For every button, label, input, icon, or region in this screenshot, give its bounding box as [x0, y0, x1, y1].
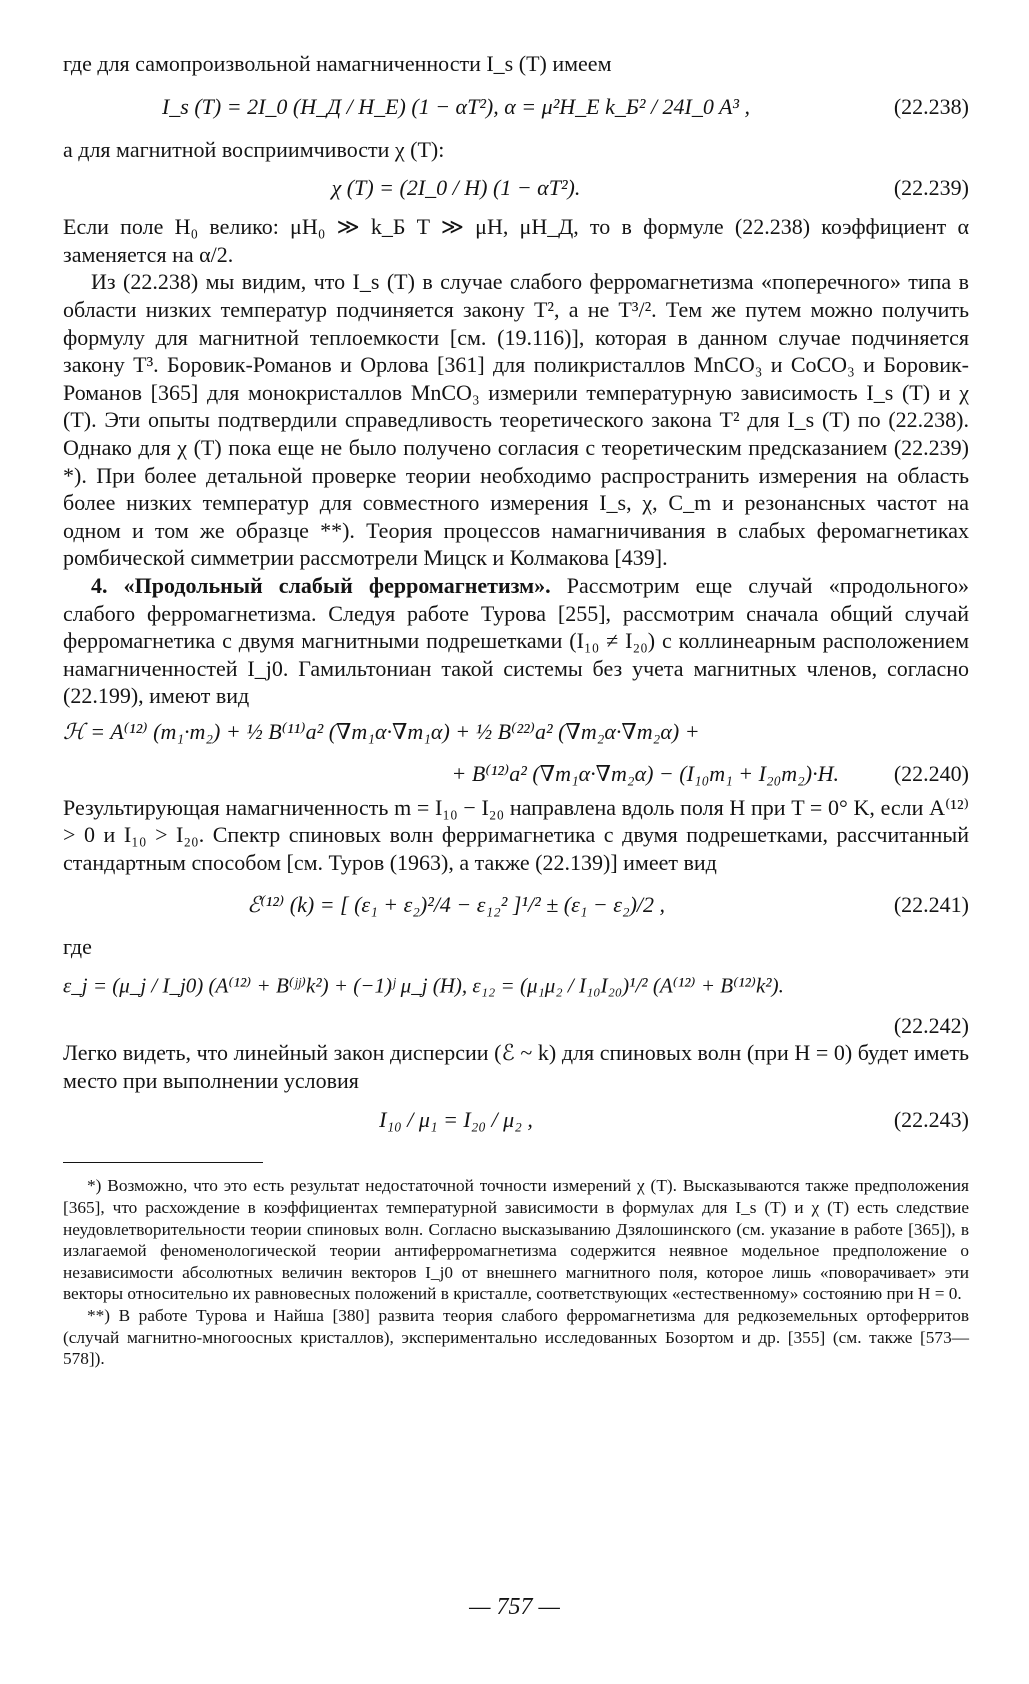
footnote-1: *) Возможно, что это есть результат недостаточной точности измерений χ (T). Высказываются также предположения [365], что расхождение в коэффициентах температурной зависимости в формулах для I_s (T) и χ (T) есть следствие неудовлетворительности теории спиновых волн. Согласно высказыванию Дзялошинского (см. указание в работе [365]), в излагаемой феноменологической теории антиферромагнетизма содержится неявное модельное предположение о независимости абсолютных величин векторов I_j0 от внешнего магнитного поля, которое лишь «поворачивает» эти векторы относительно их равновесных положений в кристалле, соответствующих «естественному» состоянию при H = 0.	[63, 1176, 969, 1304]
equation-body: ℋ = A⁽¹²⁾ (m₁·m₂) + ½ B⁽¹¹⁾a² (∇m₁α·∇m₁α) + ½ B⁽²²⁾a² (∇m₂α·∇m₂α) +	[63, 718, 700, 744]
equation-22-240-line2	[63, 754, 969, 794]
page-number: — 757 —	[469, 1594, 560, 1620]
equation-body: ℰ⁽¹²⁾ (k) = [ (ε₁ + ε₂)²/4 − ε₁₂² ]¹/² ± (ε₁ − ε₂)/2 ,	[246, 891, 666, 917]
paragraph-longitudinal	[63, 572, 969, 710]
paragraph-where: где	[63, 933, 92, 959]
footnote-2: **) В работе Турова и Найша [380] развита теория слабого ферромагнетизма для редкоземельных ортоферритов (случай магнитно-многоосных кристаллов), экспериментально исследованных Бозортом и др. [355] (см. также [573—578]).	[63, 1306, 969, 1369]
equation-number: (22.243)	[893, 1107, 969, 1133]
equation-body: I₁₀ / μ₁ = I₂₀ / μ₂ ,	[379, 1107, 533, 1133]
equation-number: (22.239)	[893, 175, 969, 201]
equation-number: (22.241)	[893, 891, 969, 917]
equation-22-238	[63, 78, 969, 136]
paragraph-susceptibility: а для магнитной восприимчивости χ (T):	[63, 136, 445, 162]
equation-22-242	[63, 960, 969, 1012]
paragraph-intro: где для самопроизвольной намагниченности I_s (T) имеем	[63, 51, 612, 76]
equation-number: (22.242)	[893, 1013, 969, 1039]
page-body	[63, 50, 969, 1370]
paragraph-linear-dispersion: Легко видеть, что линейный закон дисперсии (ℰ ~ k) для спиновых волн (при H = 0) будет иметь место при выполнении условия	[63, 1040, 969, 1093]
section-heading: 4. «Продольный слабый ферромагнетизм».	[91, 572, 551, 598]
equation-body: + B⁽¹²⁾a² (∇m₁α·∇m₂α) − (I₁₀m₁ + I₂₀m₂)·H.	[451, 760, 839, 786]
equation-number: (22.238)	[893, 93, 969, 119]
equation-body: χ (T) = (2I_0 / H) (1 − αT²).	[331, 175, 581, 201]
paragraph-large-field: Если поле H₀ велико: μH₀ ≫ k_Б T ≫ μH, μH_Д, то в формуле (22.238) коэффициент α заменяется на α/2.	[63, 214, 969, 267]
equation-body: ε_j = (μ_j / I_j0) (A⁽¹²⁾ + B⁽ʲʲ⁾k²) + (−1)ʲ μ_j (H), ε₁₂ = (μ₁μ₂ / I₁₀I₂₀)¹/² (A⁽¹²⁾ + B⁽¹²⁾k²).	[63, 973, 784, 998]
equation-22-239	[63, 163, 969, 213]
equation-22-241	[63, 877, 969, 933]
equation-number: (22.240)	[893, 760, 969, 786]
equation-22-240-line1	[63, 710, 969, 754]
equation-22-243	[63, 1094, 969, 1146]
paragraph-resulting-magnetization: Результирующая намагниченность m = I₁₀ − I₂₀ направлена вдоль поля H при T = 0° K, если A⁽¹²⁾ > 0 и I₁₀ > I₂₀. Спектр спиновых волн ферримагнетика с двумя подрешетками, рассчитанный стандартным способом [см. Туров (1963), а также (22.139)] имеет вид	[63, 794, 969, 876]
footnote-divider	[63, 1162, 263, 1163]
equation-body: I_s (T) = 2I_0 (H_Д / H_E) (1 − αT²), α = μ²H_E k_Б² / 24I_0 A³ ,	[161, 93, 751, 119]
paragraph-longitudinal-text: Рассмотрим еще случай «продольного» слабого ферромагнетизма. Следуя работе Турова [255], рассмотрим сначала общий случай ферромагнетика с двумя магнитными подрешетками (I₁₀ ≠ I₂₀) с коллинеарным расположением намагниченностей I_j0. Гамильтониан такой системы без учета магнитных членов, согласно (22.199), имеют вид	[63, 572, 969, 709]
paragraph-discussion: Из (22.238) мы видим, что I_s (T) в случае слабого ферромагнетизма «поперечного» типа в области низких температур подчиняется закону T², а не T³/². Тем же путем можно получить формулу для магнитной теплоемкости [см. (19.116)], которая в данном случае подчиняется закону T³. Боровик-Романов и Орлова [361] для поликристаллов MnCO₃ и CoCO₃ и Боровик-Романов [365] для монокристаллов MnCO₃ измерили температурную зависимость I_s (T) и χ (T). Эти опыты подтвердили справедливость теоретического закона T² для I_s (T) по (22.238). Однако для χ (T) пока еще не было получено согласия с теоретическим предсказанием (22.239) *). При более детальной проверке теории необходимо распространить измерения на область более низких температур для совместного измерения I_s, χ, C_m и резонансных частот на одном и том же образце **). Теория процессов намагничивания в слабых феромагнетиках ромбической симметрии рассмотрели Мицск и Колмакова [439].	[63, 269, 969, 571]
